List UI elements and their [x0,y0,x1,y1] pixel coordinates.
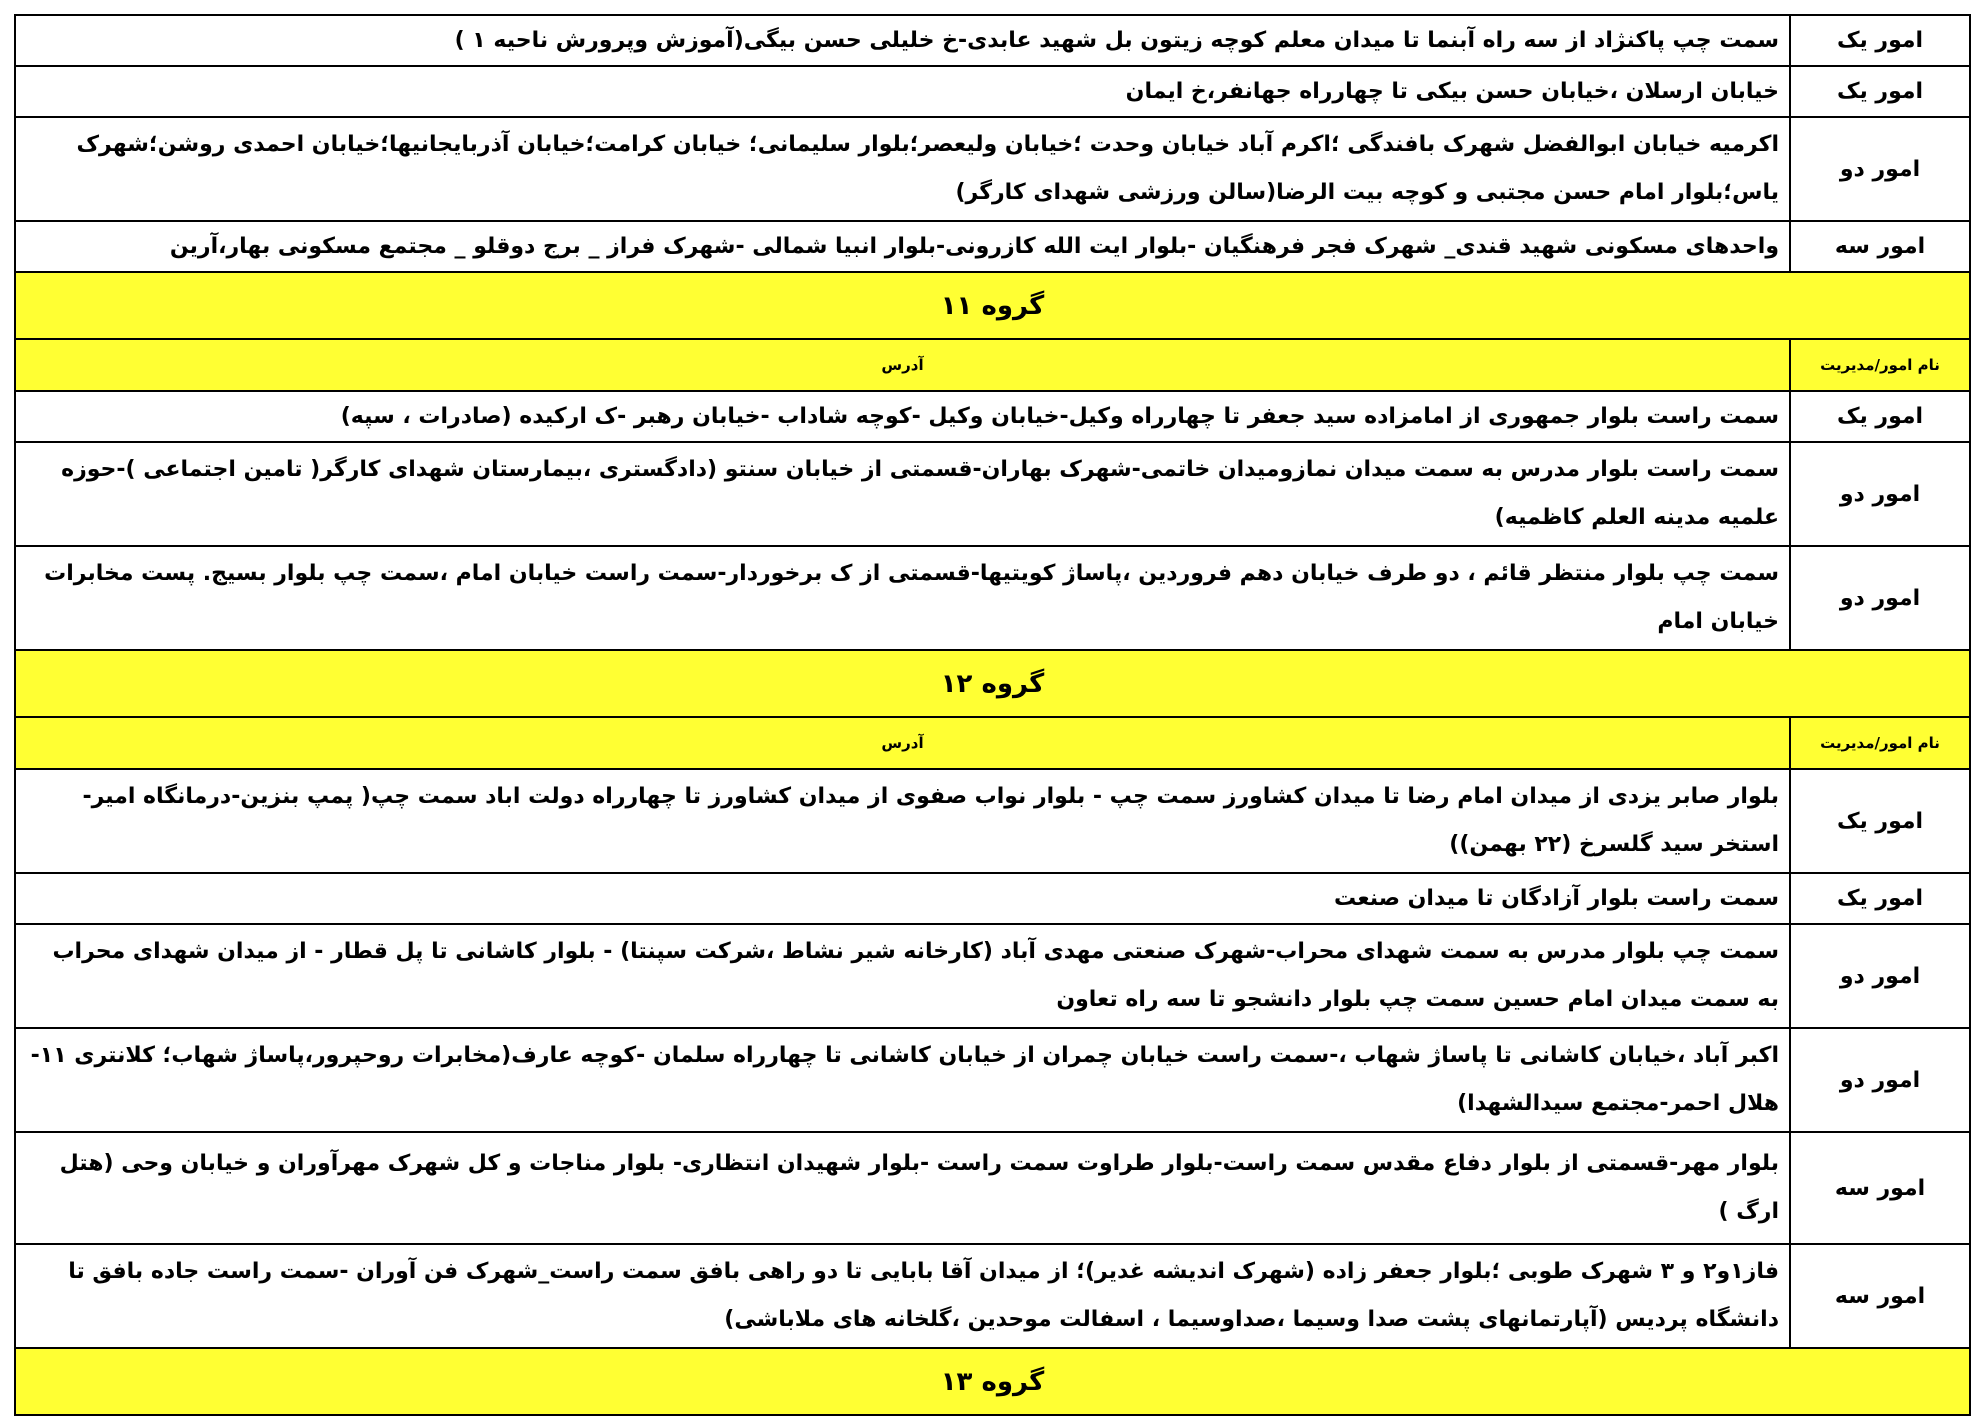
row-unit-name: امور دو [1790,117,1970,221]
row-unit-name: امور یک [1790,769,1970,873]
row-unit-name: امور سه [1790,1244,1970,1348]
group-title-row [15,1348,1970,1415]
row-unit-name: امور سه [1790,221,1970,272]
table-row [15,66,1970,117]
row-address: اکرمیه خیابان ابوالفضل شهرک بافندگی ؛اکرم آباد خیابان وحدت ؛خیابان ولیعصر؛بلوار سلیمانی؛ خیابان کرامت؛خیابان آذربایجانیها؛خیابان احمدی روشن؛شهرک یاس؛بلوار امام حسن مجتبی و کوچه بیت الرضا(سالن ورزشی شهدای کارگر) [15,117,1790,221]
table-row [15,924,1970,1028]
table-row [15,15,1970,66]
table-row [15,1244,1970,1348]
group-title: گروه ۱۲ [15,650,1970,717]
row-address: فاز۱و۲ و ۳ شهرک طوبی ؛بلوار جعفر زاده (شهرک اندیشه غدیر)؛ از میدان آقا بابایی تا دو راهی بافق سمت راست_شهرک فن آوران -سمت راست جاده بافق تا دانشگاه پردیس (آپارتمانهای پشت صدا وسیما ،صداوسیما ، اسفالت موحدین ،گلخانه های ملاباشی) [15,1244,1790,1348]
header-address: آدرس [15,717,1790,769]
column-header-row [15,339,1970,391]
group-title-row [15,650,1970,717]
row-unit-name: امور دو [1790,546,1970,650]
row-address: بلوار مهر-قسمتی از بلوار دفاع مقدس سمت راست-بلوار طراوت سمت راست -بلوار شهیدان انتظاری- بلوار مناجات و کل شهرک مهرآوران و خیابان وحی (هتل ارگ ) [15,1132,1790,1244]
row-address: سمت راست بلوار مدرس به سمت میدان نمازومیدان خاتمی-شهرک بهاران-قسمتی از خیابان سنتو (دادگستری ،بیمارستان شهدای کارگر( تامین اجتماعی )-حوزه علمیه مدینه العلم کاظمیه) [15,442,1790,546]
row-address: خیابان ارسلان ،خیابان حسن بیکی تا چهارراه جهانفر،خ ایمان [15,66,1790,117]
row-unit-name: امور دو [1790,1028,1970,1132]
row-address: سمت راست بلوار جمهوری از امامزاده سید جعفر تا چهارراه وکیل-خیابان وکیل -کوچه شاداب -خیابان رهبر -ک ارکیده (صادرات ، سپه) [15,391,1790,442]
header-address: آدرس [15,339,1790,391]
group-title-row [15,272,1970,339]
group-title: گروه ۱۱ [15,272,1970,339]
table-row [15,391,1970,442]
header-unit-name: نام امور/مدیریت [1790,717,1970,769]
outage-schedule-table [14,14,1971,1416]
table-row [15,221,1970,272]
header-unit-name: نام امور/مدیریت [1790,339,1970,391]
table-row [15,117,1970,221]
row-address: سمت چپ بلوار مدرس به سمت شهدای محراب-شهرک صنعتی مهدی آباد (کارخانه شیر نشاط ،شرکت سپنتا) - بلوار کاشانی تا پل قطار - از میدان شهدای محراب به سمت میدان امام حسین سمت چپ بلوار دانشجو تا سه راه تعاون [15,924,1790,1028]
row-unit-name: امور یک [1790,391,1970,442]
row-unit-name: امور یک [1790,66,1970,117]
row-unit-name: امور یک [1790,873,1970,924]
table-row [15,1132,1970,1244]
row-address: سمت راست بلوار آزادگان تا میدان صنعت [15,873,1790,924]
row-unit-name: امور یک [1790,15,1970,66]
row-address: واحدهای مسکونی شهید قندی_ شهرک فجر فرهنگیان -بلوار ایت الله کازرونی-بلوار انبیا شمالی -شهرک فراز _ برج دوقلو _ مجتمع مسکونی بهار،آرین [15,221,1790,272]
row-unit-name: امور دو [1790,442,1970,546]
row-address: سمت چپ پاکنژاد از سه راه آبنما تا میدان معلم کوچه زیتون بل شهید عابدی-خ خلیلی حسن بیگی(آموزش وپرورش ناحیه ۱ ) [15,15,1790,66]
table-row [15,546,1970,650]
row-unit-name: امور دو [1790,924,1970,1028]
table-row [15,873,1970,924]
table-row [15,1028,1970,1132]
group-title: گروه ۱۳ [15,1348,1970,1415]
row-address: اکبر آباد ،خیابان کاشانی تا پاساژ شهاب ،-سمت راست خیابان چمران از خیابان کاشانی تا چهارراه سلمان -کوچه عارف(مخابرات روحپرور،پاساژ شهاب؛ کلانتری ۱۱-هلال احمر-مجتمع سیدالشهدا) [15,1028,1790,1132]
table-row [15,442,1970,546]
column-header-row [15,717,1970,769]
row-unit-name: امور سه [1790,1132,1970,1244]
table-row [15,769,1970,873]
row-address: سمت چپ بلوار منتظر قائم ، دو طرف خیابان دهم فروردین ،پاساژ کویتیها-قسمتی از ک برخوردار-سمت راست خیابان امام ،سمت چپ بلوار بسیج. پست مخابرات خیابان امام [15,546,1790,650]
row-address: بلوار صابر یزدی از میدان امام رضا تا میدان کشاورز سمت چپ - بلوار نواب صفوی از میدان کشاورز تا چهارراه دولت اباد سمت چپ( پمپ بنزین-درمانگاه امیر-استخر سید گلسرخ (۲۲ بهمن)) [15,769,1790,873]
